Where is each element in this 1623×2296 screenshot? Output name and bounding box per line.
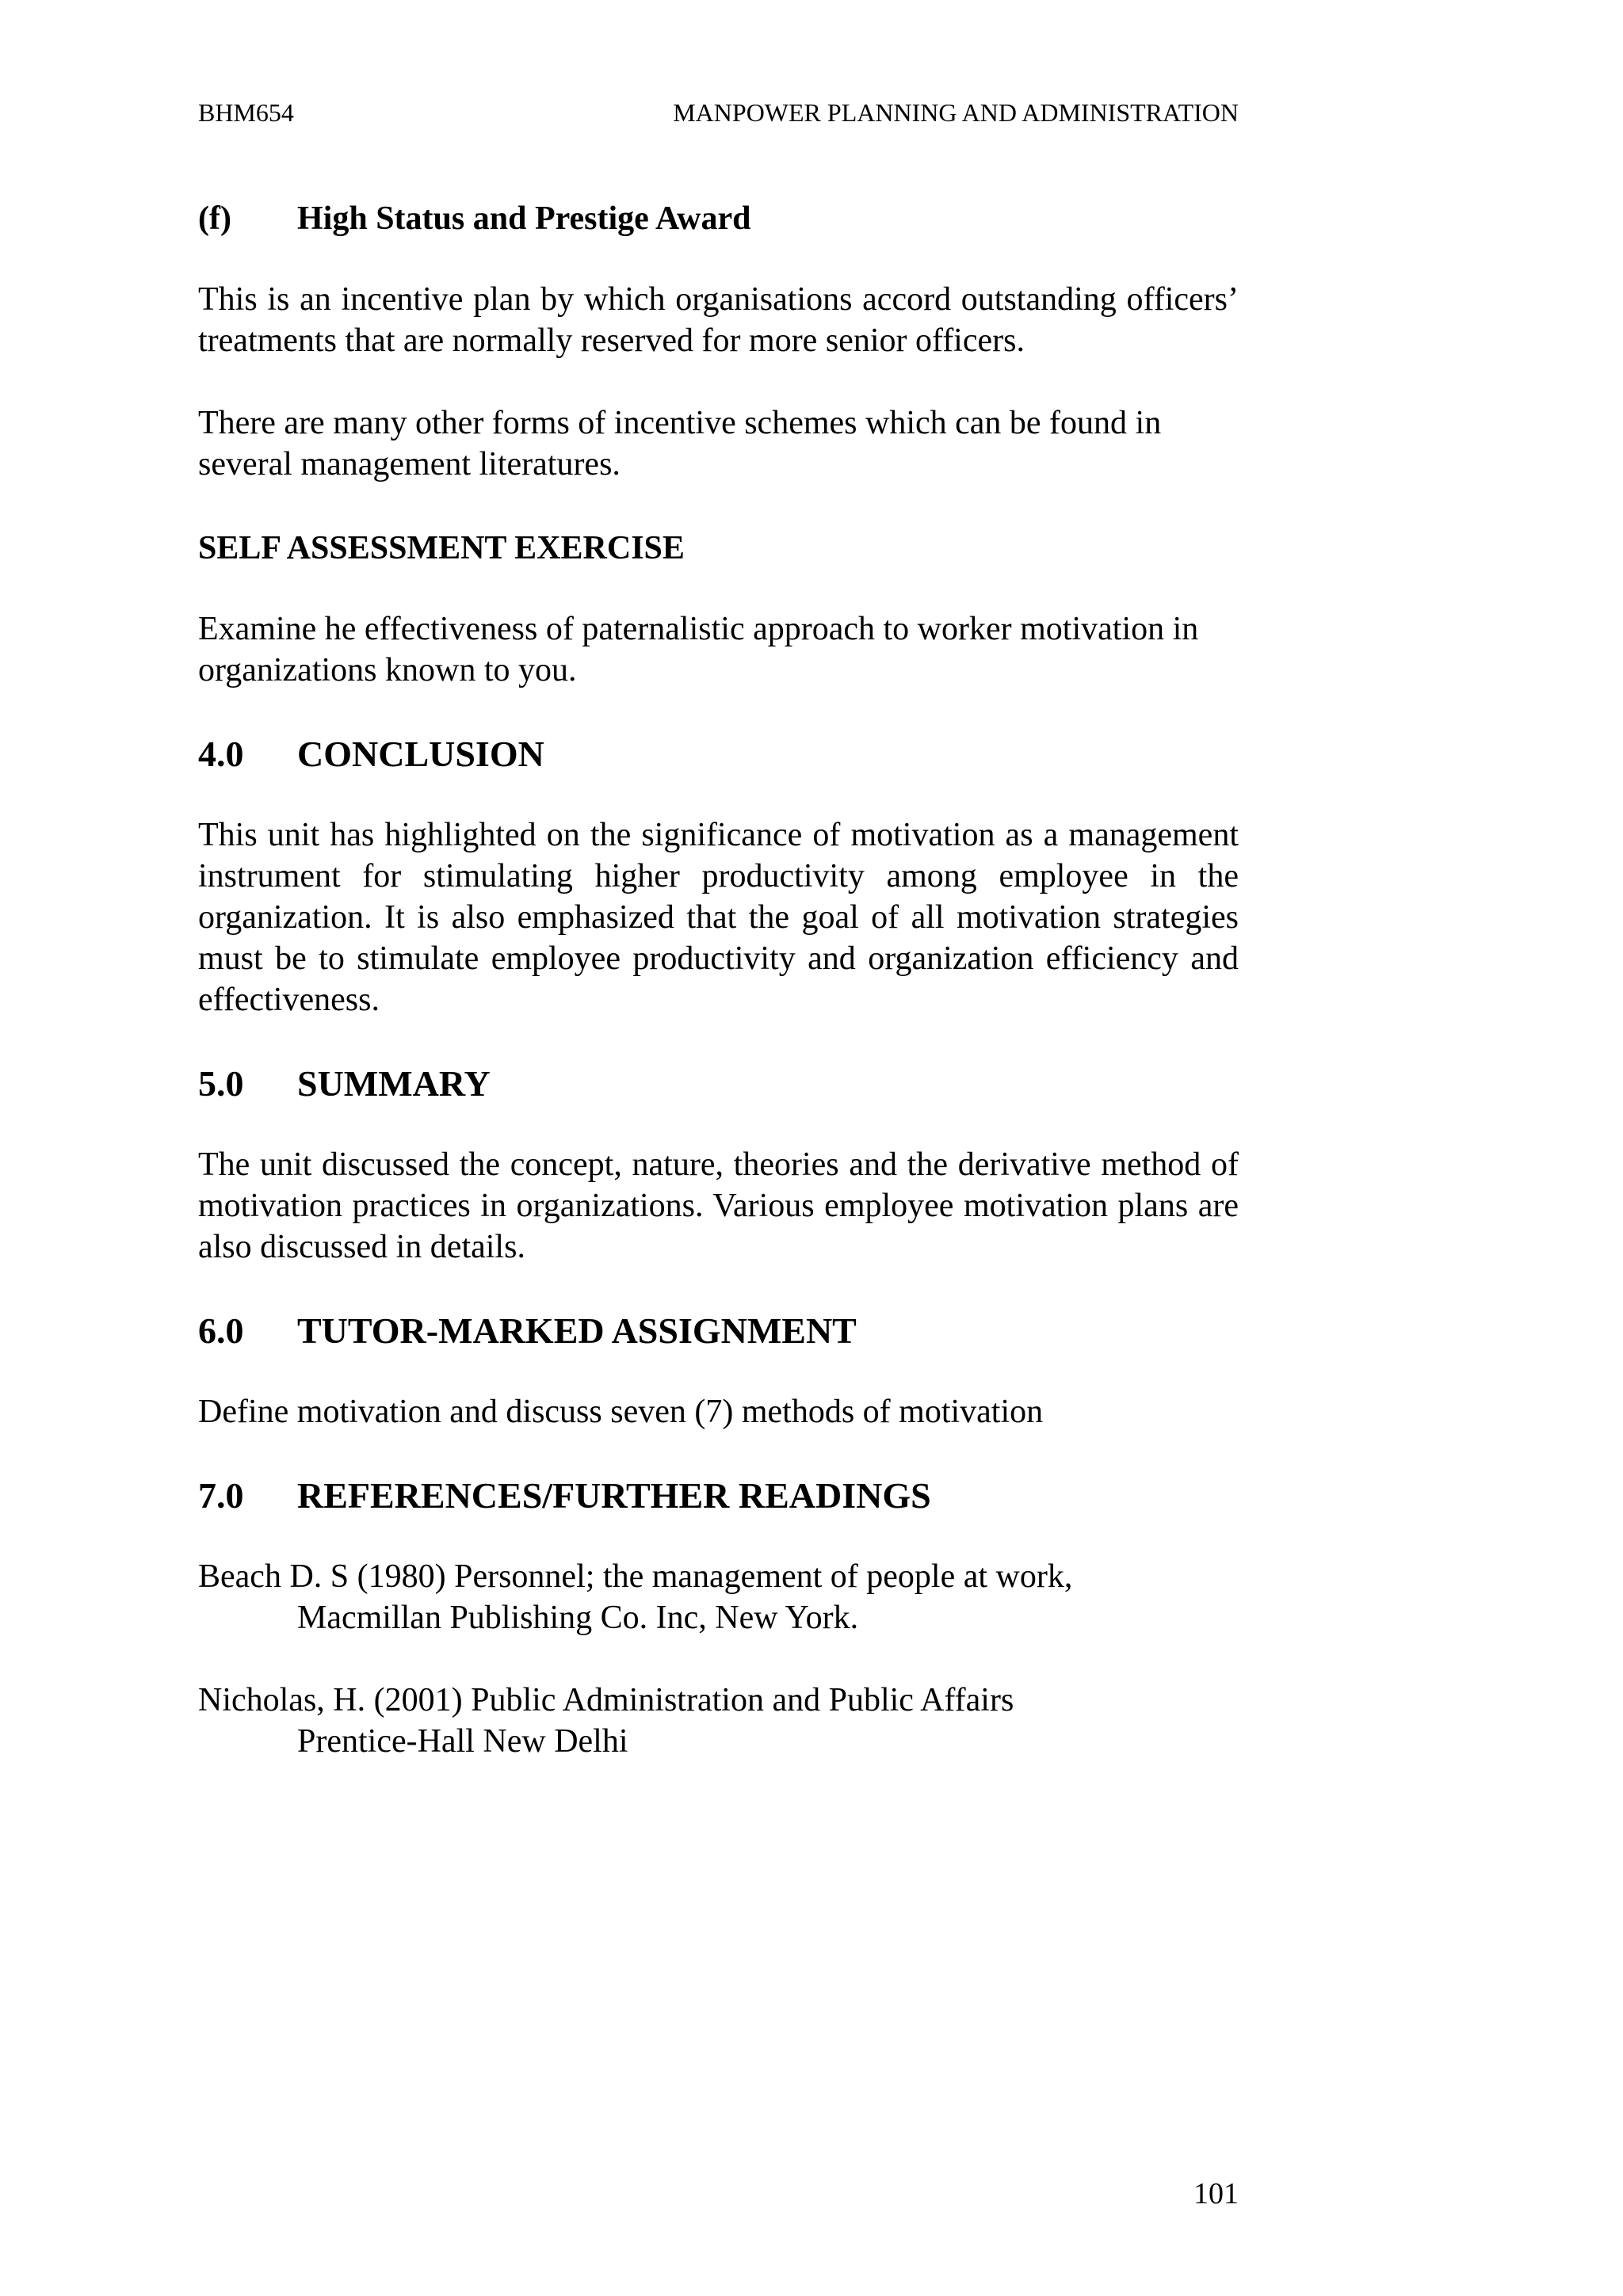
- tma-number: 6.0: [198, 1310, 244, 1351]
- tma-text: Define motivation and discuss seven (7) methods of motivation: [198, 1394, 1044, 1430]
- summary-title: SUMMARY: [297, 1063, 491, 1104]
- self-assessment-heading: SELF ASSESSMENT EXERCISE: [198, 530, 685, 566]
- conclusion-title: CONCLUSION: [297, 734, 544, 774]
- course-title: MANPOWER PLANNING AND ADMINISTRATION: [673, 98, 1239, 127]
- page-number: 101: [1193, 2177, 1239, 2210]
- reference-line-2: Macmillan Publishing Co. Inc, New York.: [297, 1600, 859, 1636]
- tma-heading: [198, 1309, 1239, 1353]
- reference-line-1: Nicholas, H. (2001) Public Administration and Public Affairs: [198, 1682, 1014, 1718]
- conclusion-number: 4.0: [198, 734, 244, 774]
- tma-title: TUTOR-MARKED ASSIGNMENT: [297, 1310, 857, 1351]
- self-assessment-text: Examine he effectiveness of paternalistic approach to worker motivation in organizations known to you.: [198, 611, 1199, 688]
- reference-line-1: Beach D. S (1980) Personnel; the management of people at work,: [198, 1558, 1073, 1595]
- subsection-paragraph-1: This is an incentive plan by which organisations accord outstanding officers’ treatments that are normally reserved for more senior officers.: [198, 281, 1239, 359]
- reference-line-2: Prentice-Hall New Delhi: [297, 1723, 628, 1760]
- summary-text: The unit discussed the concept, nature, theories and the derivative method of motivation practices in organizations. Various employee motivation plans are also discussed in details.: [198, 1146, 1239, 1265]
- references-number: 7.0: [198, 1475, 244, 1516]
- reference-item: [198, 1680, 1239, 1762]
- references-title: REFERENCES/FURTHER READINGS: [297, 1475, 931, 1516]
- references-heading: [198, 1474, 1239, 1518]
- course-code: BHM654: [198, 98, 294, 127]
- summary-heading: [198, 1062, 1239, 1106]
- conclusion-text: This unit has highlighted on the significance of motivation as a management instrument for stimulating higher productivity among employee in the organization. It is also emphasized that the goal of all motivation strategies must be to stimulate employee productivity and organization efficiency and effectiveness.: [198, 817, 1239, 1018]
- summary-number: 5.0: [198, 1063, 244, 1104]
- running-header: [198, 97, 1239, 128]
- page-content: [198, 196, 1239, 1803]
- subsection-label: (f): [198, 200, 231, 237]
- subsection-heading-f: [198, 196, 1239, 241]
- conclusion-heading: [198, 732, 1239, 776]
- subsection-paragraph-2: There are many other forms of incentive schemes which can be found in several management literatures.: [198, 405, 1162, 482]
- subsection-title: High Status and Prestige Award: [297, 200, 751, 237]
- reference-item: [198, 1556, 1239, 1638]
